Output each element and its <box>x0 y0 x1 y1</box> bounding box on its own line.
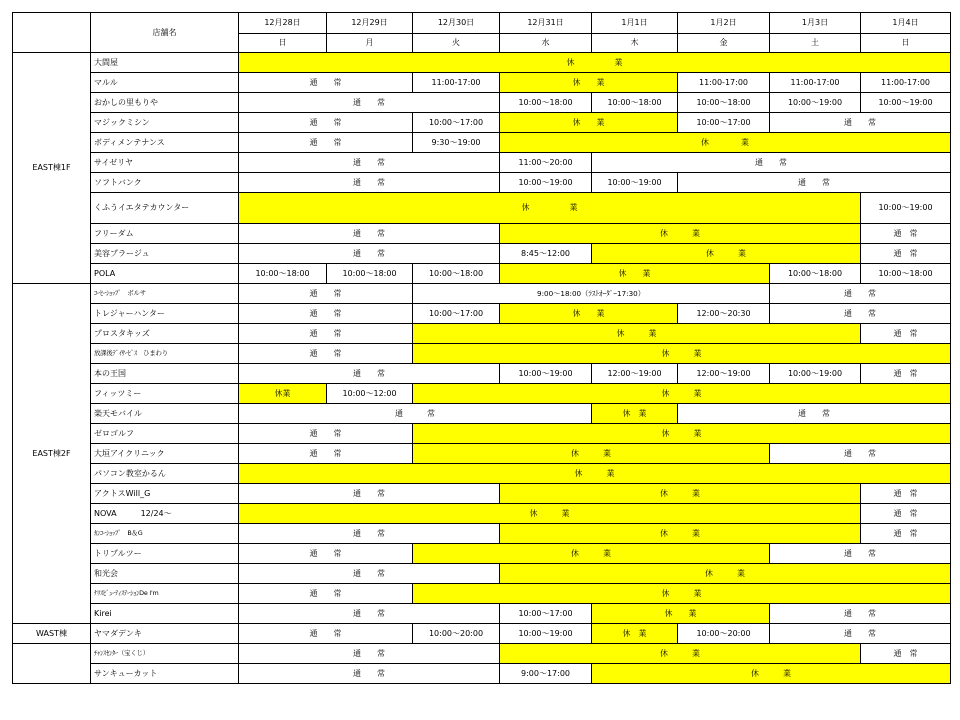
hours-cell: 11:00-17:00 <box>413 73 500 93</box>
store-name: 放課後ﾃﾞｲｻｰﾋﾞｽ ひまわり <box>91 344 239 364</box>
hours-cell: 10:00～18:00 <box>500 93 592 113</box>
store-name: 美容プラージュ <box>91 244 239 264</box>
hours-cell: 通 常 <box>239 344 413 364</box>
date-header: 12月30日 <box>413 13 500 34</box>
store-row <box>13 264 951 284</box>
hours-cell: 通 常 <box>239 113 413 133</box>
hours-cell: 通 常 <box>239 664 500 684</box>
closed-cell: 休 業 <box>413 424 951 444</box>
hours-cell: 通 常 <box>239 524 500 544</box>
hours-cell: 10:00～18:00 <box>592 93 678 113</box>
holiday-hours-table <box>12 12 951 684</box>
hours-cell: 8:45～12:00 <box>500 244 592 264</box>
hours-cell: 10:00～17:00 <box>678 113 770 133</box>
hours-cell: 通 常 <box>239 544 413 564</box>
hours-cell: 10:00～19:00 <box>592 173 678 193</box>
hours-cell: 12:00～19:00 <box>592 364 678 384</box>
weekday-header: 火 <box>413 34 500 53</box>
hours-cell: 10:00～18:00 <box>770 264 861 284</box>
store-row <box>13 193 951 224</box>
closed-cell: 休 業 <box>500 524 861 544</box>
store-row <box>13 93 951 113</box>
hours-cell: 通 常 <box>239 304 413 324</box>
section-label <box>13 644 91 684</box>
store-name: NOVA 12/24～ <box>91 504 239 524</box>
closed-cell: 休 業 <box>239 464 951 484</box>
hours-cell: 10:00～17:00 <box>500 604 592 624</box>
hours-cell: 10:00～19:00 <box>770 93 861 113</box>
hours-cell: 通 常 <box>770 113 951 133</box>
hours-cell: 通 常 <box>770 444 951 464</box>
closed-cell: 休 業 <box>592 404 678 424</box>
store-name: ヤマダデンキ <box>91 624 239 644</box>
hours-cell: 10:00～19:00 <box>861 193 951 224</box>
hours-cell: 通 常 <box>861 524 951 544</box>
store-row <box>13 73 951 93</box>
store-name: くふうイエタテカウンター <box>91 193 239 224</box>
date-header: 1月1日 <box>592 13 678 34</box>
section-label: EAST棟2F <box>13 284 91 624</box>
hours-cell: 10:00～12:00 <box>327 384 413 404</box>
store-row <box>13 584 951 604</box>
store-row <box>13 284 951 304</box>
hours-cell: 通 常 <box>239 584 413 604</box>
hours-cell: 通 常 <box>770 544 951 564</box>
store-row <box>13 53 951 73</box>
store-row <box>13 604 951 624</box>
hours-cell: 通 常 <box>239 153 500 173</box>
hours-cell: 通 常 <box>678 173 951 193</box>
hours-cell: 通 常 <box>239 564 500 584</box>
store-name: 大間屋 <box>91 53 239 73</box>
weekday-header: 土 <box>770 34 861 53</box>
hours-cell: 通 常 <box>861 224 951 244</box>
section-label: EAST棟1F <box>13 53 91 284</box>
hours-cell: 10:00～18:00 <box>413 264 500 284</box>
hours-cell: 9:00～18:00（ﾗｽﾄｵｰﾀﾞｰ17:30） <box>413 284 770 304</box>
store-row <box>13 404 951 424</box>
store-name: サンキューカット <box>91 664 239 684</box>
header-corner-cell <box>13 13 91 53</box>
closed-cell: 休 業 <box>500 133 951 153</box>
store-row <box>13 153 951 173</box>
store-name: ｺｰﾋｰｼｮｯﾌﾟ ボルサ <box>91 284 239 304</box>
hours-cell: 10:00～19:00 <box>770 364 861 384</box>
store-row <box>13 244 951 264</box>
closed-cell: 休 業 <box>592 624 678 644</box>
hours-cell: 通 常 <box>239 444 413 464</box>
hours-cell: 11:00-17:00 <box>770 73 861 93</box>
hours-cell: 10:00～18:00 <box>861 264 951 284</box>
hours-cell: 通 常 <box>239 604 500 624</box>
store-name: ボディメンテナンス <box>91 133 239 153</box>
store-name: トリプルツー <box>91 544 239 564</box>
hours-cell: 通 常 <box>239 93 500 113</box>
weekday-header: 水 <box>500 34 592 53</box>
store-name: おかしの里もりや <box>91 93 239 113</box>
store-row <box>13 664 951 684</box>
hours-cell: 10:00～19:00 <box>500 173 592 193</box>
hours-cell: 10:00～19:00 <box>500 364 592 384</box>
closed-cell: 休 業 <box>500 484 861 504</box>
store-name: 和光会 <box>91 564 239 584</box>
hours-cell: 通 常 <box>861 324 951 344</box>
hours-cell: 通 常 <box>770 604 951 624</box>
store-name: マジックミシン <box>91 113 239 133</box>
closed-cell: 休 業 <box>413 544 770 564</box>
store-name: サイゼリヤ <box>91 153 239 173</box>
header-date-row <box>13 13 951 34</box>
hours-cell: 9:30～19:00 <box>413 133 500 153</box>
closed-cell: 休 業 <box>500 224 861 244</box>
store-name: プロスタキッズ <box>91 324 239 344</box>
store-name: ソフトバンク <box>91 173 239 193</box>
closed-cell: 休 業 <box>413 584 951 604</box>
store-name: アクトスWill_G <box>91 484 239 504</box>
hours-cell: 通 常 <box>678 404 951 424</box>
hours-cell: 12:00～19:00 <box>678 364 770 384</box>
closed-cell: 休 業 <box>500 564 951 584</box>
store-row <box>13 484 951 504</box>
date-header: 12月28日 <box>239 13 327 34</box>
hours-cell: 10:00～18:00 <box>239 264 327 284</box>
hours-cell: 通 常 <box>239 364 500 384</box>
hours-cell: 10:00～17:00 <box>413 304 500 324</box>
hours-cell: 通 常 <box>861 484 951 504</box>
date-header: 1月3日 <box>770 13 861 34</box>
store-row <box>13 364 951 384</box>
hours-cell: 11:00-17:00 <box>861 73 951 93</box>
store-name-header: 店舗名 <box>91 13 239 53</box>
store-row <box>13 424 951 444</box>
store-row <box>13 173 951 193</box>
hours-cell: 通 常 <box>770 624 951 644</box>
store-name: フィッツミー <box>91 384 239 404</box>
closed-cell: 休 業 <box>500 73 678 93</box>
store-row <box>13 544 951 564</box>
hours-cell: 通 常 <box>861 244 951 264</box>
store-row <box>13 304 951 324</box>
closed-cell: 休 業 <box>592 664 951 684</box>
weekday-header: 木 <box>592 34 678 53</box>
date-header: 12月29日 <box>327 13 413 34</box>
store-name: フリーダム <box>91 224 239 244</box>
store-row <box>13 564 951 584</box>
date-header: 1月2日 <box>678 13 770 34</box>
store-row <box>13 344 951 364</box>
store-row <box>13 464 951 484</box>
hours-cell: 10:00～17:00 <box>413 113 500 133</box>
store-name: ゼロゴルフ <box>91 424 239 444</box>
closed-cell: 休 業 <box>500 113 678 133</box>
hours-cell: 通 常 <box>770 304 951 324</box>
store-row <box>13 444 951 464</box>
store-row <box>13 644 951 664</box>
closed-cell: 休 業 <box>413 384 951 404</box>
hours-cell: 10:00～18:00 <box>678 93 770 113</box>
hours-cell: 通 常 <box>239 284 413 304</box>
weekday-header: 日 <box>239 34 327 53</box>
hours-cell: 通 常 <box>239 244 500 264</box>
store-name: ﾁｬﾝｽｾﾝﾀｰ（宝くじ） <box>91 644 239 664</box>
store-row <box>13 624 951 644</box>
hours-cell: 通 常 <box>861 364 951 384</box>
store-name: 大垣アイクリニック <box>91 444 239 464</box>
hours-cell: 通 常 <box>861 644 951 664</box>
closed-cell: 休 業 <box>239 53 951 73</box>
hours-cell: 通 常 <box>239 224 500 244</box>
hours-cell: 12:00～20:30 <box>678 304 770 324</box>
closed-cell: 休 業 <box>500 304 678 324</box>
store-row <box>13 324 951 344</box>
closed-cell: 休 業 <box>413 344 951 364</box>
store-name: 楽天モバイル <box>91 404 239 424</box>
closed-cell: 休 業 <box>500 264 770 284</box>
store-name: Kirei <box>91 604 239 624</box>
hours-cell: 10:00～19:00 <box>500 624 592 644</box>
closed-cell: 休 業 <box>413 324 861 344</box>
closed-cell: 休 業 <box>592 244 861 264</box>
store-name: マルル <box>91 73 239 93</box>
hours-cell: 10:00～19:00 <box>861 93 951 113</box>
closed-cell: 休 業 <box>239 193 861 224</box>
store-row <box>13 113 951 133</box>
hours-cell: 通 常 <box>239 173 500 193</box>
hours-cell: 10:00～18:00 <box>327 264 413 284</box>
date-header: 12月31日 <box>500 13 592 34</box>
store-name: 本の王国 <box>91 364 239 384</box>
store-row <box>13 133 951 153</box>
hours-cell: 通 常 <box>239 484 500 504</box>
store-row <box>13 224 951 244</box>
section-label: WAST棟 <box>13 624 91 644</box>
hours-cell: 通 常 <box>239 73 413 93</box>
hours-cell: 通 常 <box>239 424 413 444</box>
closed-cell: 休業 <box>239 384 327 404</box>
hours-cell: 11:00～20:00 <box>500 153 592 173</box>
hours-cell: 通 常 <box>861 504 951 524</box>
date-header: 1月4日 <box>861 13 951 34</box>
closed-cell: 休 業 <box>239 504 861 524</box>
hours-cell: 9:00～17:00 <box>500 664 592 684</box>
store-name: トレジャーハンター <box>91 304 239 324</box>
weekday-header: 金 <box>678 34 770 53</box>
store-row <box>13 524 951 544</box>
hours-cell: 11:00-17:00 <box>678 73 770 93</box>
store-row <box>13 504 951 524</box>
hours-cell: 通 常 <box>239 644 500 664</box>
hours-cell: 10:00～20:00 <box>678 624 770 644</box>
hours-cell: 通 常 <box>239 404 592 424</box>
store-name: POLA <box>91 264 239 284</box>
store-name: ﾅﾘｽﾋﾞｭｰﾃｨｽﾃｰｼｮﾝDe l'm <box>91 584 239 604</box>
hours-cell: 通 常 <box>239 324 413 344</box>
closed-cell: 休 業 <box>413 444 770 464</box>
store-row <box>13 384 951 404</box>
store-name: ｶﾝｺｰｼｮｯﾌﾟ B＆G <box>91 524 239 544</box>
hours-cell: 通 常 <box>239 624 413 644</box>
closed-cell: 休 業 <box>500 644 861 664</box>
weekday-header: 日 <box>861 34 951 53</box>
hours-cell: 通 常 <box>239 133 413 153</box>
hours-cell: 通 常 <box>770 284 951 304</box>
closed-cell: 休 業 <box>592 604 770 624</box>
weekday-header: 月 <box>327 34 413 53</box>
hours-cell: 通 常 <box>592 153 951 173</box>
store-name: パソコン教室かるん <box>91 464 239 484</box>
hours-cell: 10:00～20:00 <box>413 624 500 644</box>
